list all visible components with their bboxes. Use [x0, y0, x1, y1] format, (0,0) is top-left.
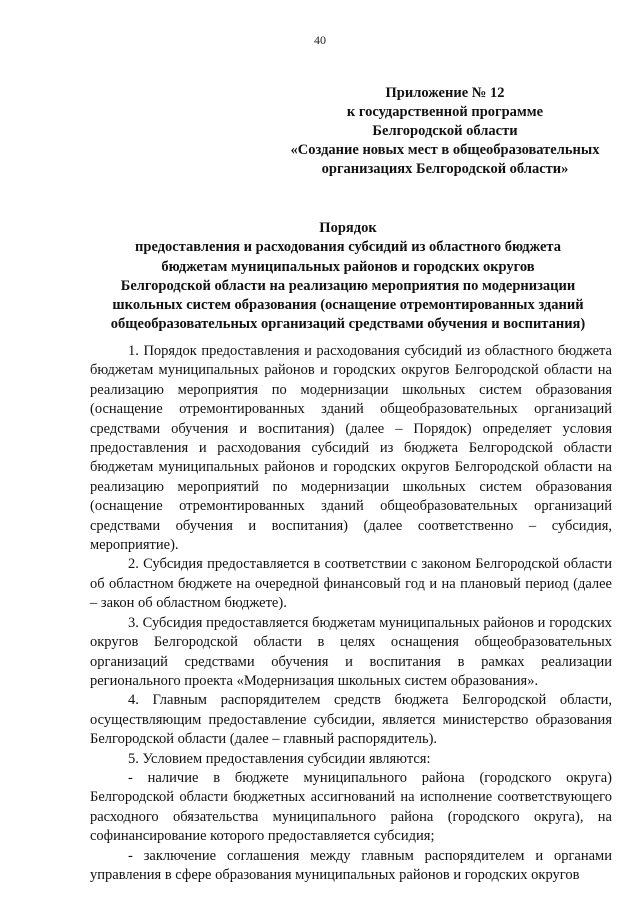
- paragraph-3: 3. Субсидия предоставляется бюджетам муниципальных районов и городских округов Белгородской области в целях оснащения общеобразовательных организаций средствами обучения и воспитания в рамках реализации регионального проекта «Модернизация школьных систем образования».: [90, 614, 612, 689]
- page-number: 40: [314, 33, 326, 47]
- paragraph-1: 1. Порядок предоставления и расходования субсидий из областного бюджета бюджетам муниципальных районов и городских округов Белгородской области на реализацию мероприятия по модернизации школьных систем образования (оснащение отремонтированных зданий общеобразовательных организаций средствами обучения и воспитания) (далее – Порядок) определяет условия предоставления и расходования субсидий из бюджета Белгородской области бюджетам муниципальных районов и городских округов Белгородской области на реализацию мероприятий по модернизации школьных систем образования (оснащение отремонтированных зданий общеобразовательных организаций средствами обучения и воспитания) (далее соответственно – субсидия, мероприятие).: [90, 343, 612, 554]
- document-body: [90, 342, 612, 885]
- paragraph-4: 4. Главным распорядителем средств бюджета Белгородской области, осуществляющим предоставление субсидии, является министерство образования Белгородской области (далее – главный распорядитель).: [90, 692, 612, 748]
- paragraph-5: 5. Условием предоставления субсидии являются:: [128, 750, 431, 767]
- document-title: [78, 219, 618, 335]
- appendix-header: [250, 84, 640, 179]
- condition-item-1: - наличие в бюджете муниципального района (городского округа) Белгородской области бюджетных ассигнований на исполнение соответствующего расходного обязательства муниципального района (городского округа), на софинансирование которого предоставляется субсидия;: [90, 769, 612, 845]
- paragraph-2: 2. Субсидия предоставляется в соответствии с законом Белгородской области об областном бюджете на очередной финансовый год и на плановый период (далее – закон об областном бюджете).: [90, 556, 612, 612]
- appendix-line: к государственной программе: [346, 104, 544, 120]
- title-line: бюджетам муниципальных районов и городских округов: [161, 258, 535, 275]
- appendix-line: «Создание новых мест в общеобразовательных: [290, 142, 600, 158]
- appendix-line: Приложение № 12: [385, 85, 505, 101]
- condition-item-2: - заключение соглашения между главным распорядителем и органами управления в сфере образования муниципальных районов и городских округов: [90, 847, 612, 883]
- title-line: Порядок: [319, 220, 377, 236]
- appendix-line: Белгородской области: [372, 123, 518, 139]
- title-line: общеобразовательных организаций средствами обучения и воспитания): [110, 316, 586, 333]
- title-line: предоставления и расходования субсидий из областного бюджета: [135, 239, 561, 256]
- appendix-line: организациях Белгородской области»: [321, 161, 569, 177]
- title-line: школьных систем образования (оснащение отремонтированных зданий: [112, 297, 584, 314]
- title-line: Белгородской области на реализацию мероприятия по модернизации: [120, 277, 576, 294]
